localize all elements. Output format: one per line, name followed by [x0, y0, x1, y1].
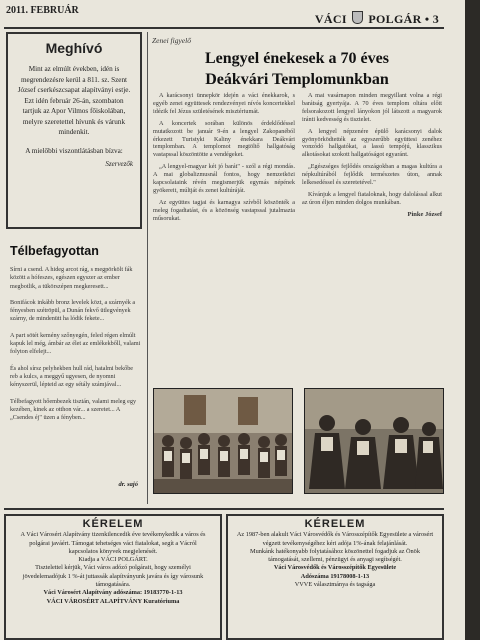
- request-tax-number: Adószáma 19178008-1-13: [300, 572, 370, 580]
- dancers-photo: [304, 388, 444, 494]
- poem-stanza: És ahol sírsz pelyhekben hull rád, hatalmi bekőbe reb a kulcs, a meggyű ugyesen, de nyomni kényszerül, lépteid az egy sétály számjával...: [10, 364, 134, 389]
- section-rule: [4, 508, 444, 510]
- request-text: Az 1987-ben alakult Váci Városvédők és Városszépítők Egyesülete a városért végzett tevékenységéhez kéri adója 1%-ának felajánlását.: [236, 531, 434, 547]
- request-tax-number: Váci Városért Alapítvány adószáma: 19183770-1-13: [43, 589, 183, 597]
- crest-icon: [352, 11, 363, 24]
- poem-author: dr. sajó: [118, 481, 138, 488]
- article-paragraph: A karácsonyi ünnepkör idején a váci énekkarok, s egyéb zenei együttesek rendezvényei nívós koncertekkel idézik fel Jézus születésének misztériumát.: [153, 92, 295, 115]
- dancers-photo-image: [305, 389, 443, 493]
- article-column-1: [153, 92, 295, 227]
- poem-stanza: Télbefagyott hőembezek tisztán, valami meleg egy kezében, kinek az otthon vár... a szeretet... A „Csendes éj" üzen a fényben...: [10, 397, 137, 422]
- poem-stanza: Bonifácok inkább bronz levelek közt, a szárnyék a fényesben szétröpül, a Dunán fekvő ütlegvények szárny, de mindenütt ha lódik fekete...: [10, 298, 136, 323]
- issue-date: 2011. FEBRUÁR: [6, 5, 79, 16]
- request-box-foundation: [4, 514, 222, 640]
- column-divider: [147, 32, 148, 504]
- poem-stanza: Sírni a csend. A hideg arcot rág, s megpörkölt fák között a hófeszes, egészen egyszer az ember megbotlik, a tükörszépen megkeresett...: [10, 266, 133, 290]
- article-signature: Pinke József: [407, 210, 442, 218]
- article-headline: [152, 48, 442, 90]
- article-paragraph: A lengyel népzenére épülő karácsonyi dalok gyönyörködtették az egyszerűbb együttesi zenéhez vonzódó hallgatókat, a lassú tempójú, klasszikus alkotásokat szokott hallgatóságot egyaránt.: [302, 127, 442, 159]
- request-closing: VVVE választmánya és tagsága: [294, 581, 376, 589]
- article-paragraph: A mai vasárnapon minden megyillant volna a régi barátság gyertyája. A 70 éves templom oltára előtt felsorakozott lengyel lányokon jól látszott a magyarok iránti kedvesség és tisztelet.: [302, 92, 442, 123]
- invitation-text: Mint az elmúlt években, idén is megrendezésre kerül a 811. sz. Szent József cserkészcsapat alapítványi estje. Ezt idén február 26-án, szombaton tartjuk az Apor Vilmos főiskolában, melyre szeretettel hívunk és várunk mindenkit.: [17, 65, 131, 136]
- page-number: 3: [432, 12, 439, 26]
- request-text: Munkánk hatékonyabb folytatásához köszönettel fogadjuk az Önök támogatását, szellemi, pénzügyi és anyagi segítségét.: [250, 547, 420, 564]
- invitation-closing: A mielőbbi viszontlátásban bízva:: [25, 146, 123, 155]
- request-signatory: VÁCI VÁROSÉRT ALAPÍTVÁNY Kuratóriuma: [46, 597, 180, 605]
- request-org-name: Váci Városvédők és Városszépítők Egyesülete: [273, 564, 397, 572]
- page-edge-shadow: [465, 0, 480, 640]
- invitation-signature: Szervezők: [105, 160, 133, 168]
- article-paragraph: Kívánjuk a lengyel fiataloknak, hogy dalolással alkut az úron éljen minden dolgos munkában.: [302, 190, 442, 206]
- headline-line: Deákvári Templomunkban: [205, 71, 389, 88]
- choir-photo-image: [154, 389, 292, 493]
- article-paragraph: Az együttes tagjai és karnagya szívből köszönték a meleg fogadtatást, és a közönség vastapssal jutalmazta műsorukat.: [153, 198, 295, 222]
- article-column-2: [302, 92, 442, 219]
- request-text: Tisztelettel kérjük, Váci város adózó polgárait, hogy személyi jövedelemadójuk 1 %-át juttassák alapítványunk javára és így városunk támogatására.: [22, 564, 204, 589]
- article-paragraph: A koncertek sorában különös érdeklődéssel mutatkozott be január 9-én a lengyel Zakopanéból érkezett Turistyki Kaliny énekkara Deákvári templomban. A templomot megtöltő hallgatóság vastapssal köszöntötte a vendégeket.: [153, 119, 295, 159]
- masthead-left: VÁCI: [314, 12, 347, 26]
- poem-section: [6, 244, 142, 504]
- headline-line: Lengyel énekesek a 70 éves: [205, 50, 389, 67]
- request-title: KÉRELEM: [82, 518, 144, 530]
- masthead: VÁCI POLGÁR • 3: [314, 12, 439, 26]
- request-title: KÉRELEM: [304, 518, 366, 530]
- invitation-title: Meghívó: [45, 40, 103, 56]
- masthead-right: POLGÁR: [368, 12, 422, 26]
- poem-stanza: A part sötét kemény szőnyegén, feled régen elmúlt kapuk lel még, ámbár az élet az emlékekbőll, valami folyton elfelejt...: [10, 331, 141, 356]
- request-text: A Váci Városért Alapítvány tizenkilencedik éve tevékenykedik a város és polgárai javáért. Támogat tehetséges váci fiatalokat, segít a Vácról kapcsolatos könyvek megjelenését.: [20, 531, 206, 555]
- choir-photo: [153, 388, 293, 494]
- article-paragraph: „A lengyel-magyar két jó barát" - szól a régi mondás. A mai globalizmusnál fontos, hogy nemzetközi kapcsolataink révén megismerjük egymás népének gyökereit, múltját és zenei kultúráját.: [153, 163, 295, 194]
- article-kicker: Zenei figyelő: [152, 36, 191, 45]
- request-box-association: [226, 514, 444, 640]
- request-text: Kiadja a VÁCI POLGÁRT.: [78, 556, 148, 564]
- poem-title: Télbefagyottan: [10, 244, 99, 258]
- article-paragraph: „Egészséges fejlődés országokban a magas kultúra a népkultúrából fejlődik természetes úton, annak lelkesedéssel és szeretetével.": [302, 163, 442, 187]
- invitation-box: [6, 32, 142, 229]
- header-rule: [4, 27, 444, 29]
